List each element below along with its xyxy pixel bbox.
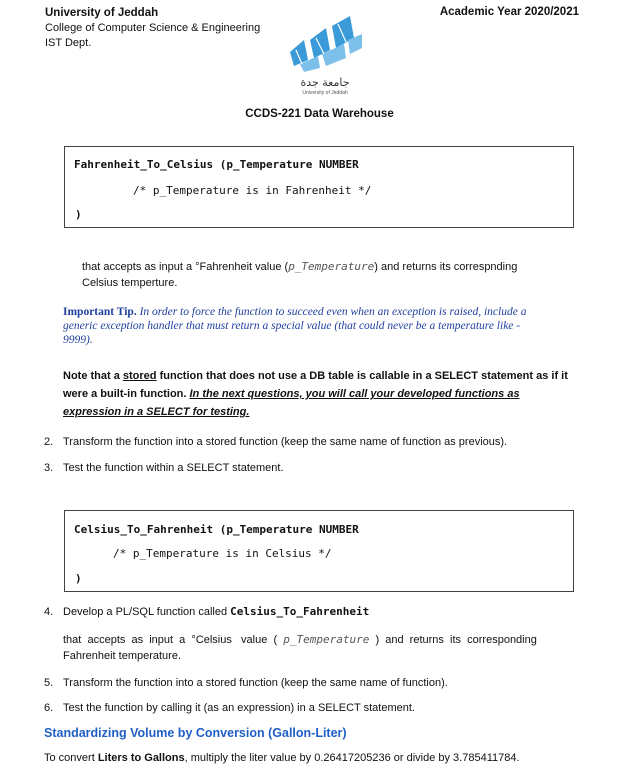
- item-text: Transform the function into a stored function (keep the same name of function).: [63, 677, 448, 689]
- item-number: 6.: [44, 702, 54, 714]
- parameter-comment: /* p_Temperature is in Fahrenheit */: [133, 184, 372, 197]
- logo-english-text: University of Jeddah: [302, 90, 348, 96]
- department-name: IST Dept.: [45, 37, 92, 49]
- param-name: p_Temperature: [288, 260, 375, 273]
- college-name: College of Computer Science & Engineering: [45, 22, 261, 34]
- item4-line2: Fahrenheit temperature.: [63, 650, 182, 662]
- university-name: University of Jeddah: [45, 7, 159, 19]
- function-signature: Celsius_To_Fahrenheit (p_Temperature NUMBER: [74, 523, 359, 536]
- tip-line2: generic exception handler that must return a special value (that could never be a temperature like -: [63, 320, 521, 332]
- param-name: p_Temperature: [283, 633, 370, 646]
- note-text: Note that a: [63, 370, 123, 382]
- header-left: [45, 6, 260, 51]
- closing-paren: ): [75, 208, 82, 221]
- item-text: Transform the function into a stored function (keep the same name of function as previous).: [63, 436, 508, 448]
- note-emphasis-2: expression in a SELECT for testing.: [63, 406, 250, 418]
- list-item: [44, 462, 284, 474]
- logo-arabic-text: جامعة جدة: [300, 76, 350, 89]
- item-number: 4.: [44, 606, 54, 618]
- tip-line1: In order to force the function to succeed even when an exception is raised, include a: [139, 306, 527, 318]
- tip-line3: 9999).: [63, 334, 93, 346]
- section-heading: Standardizing Volume by Conversion (Gallon-Liter): [44, 726, 347, 740]
- note-text-2: function that does not use a DB table is callable in a SELECT statement as if it: [156, 370, 568, 382]
- closing-paren: ): [75, 572, 82, 585]
- function-description: [82, 259, 602, 291]
- code-box-celsius-to-fahrenheit: [64, 510, 574, 592]
- item-number: 5.: [44, 677, 54, 689]
- list-item: [44, 605, 369, 618]
- description-text-end: ) and returns its correspnding: [374, 261, 518, 273]
- item4-text: that accepts as input a °Celsius value (: [63, 634, 284, 646]
- stored-function-note: [63, 367, 603, 421]
- description-line2: Celsius temperture.: [82, 277, 178, 289]
- code-box-fahrenheit-to-celsius: [64, 146, 574, 228]
- parameter-comment: /* p_Temperature is in Celsius */: [113, 547, 332, 560]
- university-logo: [270, 10, 380, 95]
- note-stored: stored: [122, 370, 157, 382]
- section-text-start: To convert: [44, 752, 98, 764]
- function-signature: Fahrenheit_To_Celsius (p_Temperature NUMBER: [74, 158, 359, 171]
- section-text: [44, 752, 520, 764]
- item4-text-end: ) and returns its corresponding: [369, 634, 537, 646]
- tip-label: Important Tip.: [63, 306, 137, 318]
- item-number: 2.: [44, 436, 54, 448]
- item-text: Test the function by calling it (as an expression) in a SELECT statement.: [63, 702, 415, 714]
- description-text: that accepts as input a °Fahrenheit value (: [82, 261, 289, 273]
- important-tip: [63, 305, 603, 347]
- section-text-bold: Liters to Gallons: [97, 752, 185, 764]
- list-item: [44, 677, 448, 689]
- function-name: Celsius_To_Fahrenheit: [230, 605, 370, 618]
- list-item: [44, 436, 507, 448]
- item-text: Test the function within a SELECT statement.: [63, 462, 284, 474]
- course-title: CCDS-221 Data Warehouse: [245, 108, 394, 120]
- list-item: [44, 702, 415, 714]
- section-text-end: , multiply the liter value by 0.26417205236 or divide by 3.785411784.: [184, 752, 520, 764]
- note-emphasis: In the next questions, you will call your developed functions as: [189, 388, 520, 400]
- item-number: 3.: [44, 462, 54, 474]
- item4-description: [63, 632, 603, 664]
- item-text: Develop a PL/SQL function called: [63, 606, 231, 618]
- academic-year: Academic Year 2020/2021: [439, 6, 579, 18]
- note-text-3: were a built-in function.: [63, 388, 190, 400]
